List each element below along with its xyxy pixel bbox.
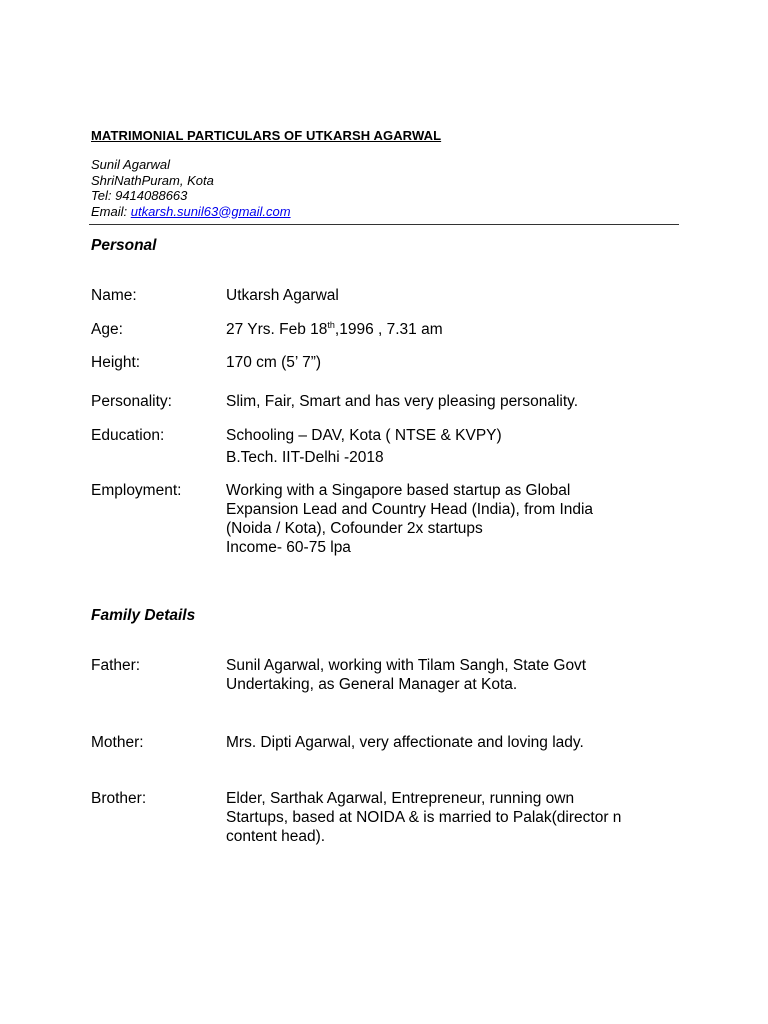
father-line: Undertaking, as General Manager at Kota. bbox=[226, 676, 518, 693]
age-value-superscript: th bbox=[327, 320, 335, 330]
employment-value bbox=[226, 481, 686, 557]
contact-email-line bbox=[91, 204, 291, 220]
contact-email-link[interactable]: utkarsh.sunil63@gmail.com bbox=[130, 203, 291, 219]
height-label: Height: bbox=[91, 354, 141, 371]
header-divider bbox=[89, 224, 679, 225]
name-label: Name: bbox=[91, 287, 137, 304]
age-value bbox=[226, 320, 686, 339]
education-line: B.Tech. IIT-Delhi -2018 bbox=[226, 449, 384, 466]
father-label: Father: bbox=[91, 657, 141, 674]
contact-address: ShriNathPuram, Kota bbox=[91, 172, 214, 188]
contact-tel: Tel: 9414088663 bbox=[91, 188, 188, 203]
personality-value: Slim, Fair, Smart and has very pleasing personality. bbox=[226, 393, 579, 410]
father-line: Sunil Agarwal, working with Tilam Sangh, State Govt bbox=[226, 657, 587, 674]
brother-line: Startups, based at NOIDA & is married to Palak(director n bbox=[226, 809, 622, 826]
age-value-main: 27 Yrs. Feb 18 bbox=[226, 321, 328, 338]
age-value-rest: ,1996 , 7.31 am bbox=[334, 321, 443, 338]
mother-line: Mrs. Dipti Agarwal, very affectionate and loving lady. bbox=[226, 734, 584, 751]
employment-line: (Noida / Kota), Cofounder 2x startups bbox=[226, 520, 483, 537]
father-value bbox=[226, 656, 686, 694]
height-value: 170 cm (5’ 7”) bbox=[226, 354, 322, 371]
employment-line: Expansion Lead and Country Head (India), from India bbox=[226, 501, 594, 518]
age-label: Age: bbox=[91, 321, 123, 338]
document-title: MATRIMONIAL PARTICULARS OF UTKARSH AGARWAL bbox=[91, 128, 442, 143]
education-line: Schooling – DAV, Kota ( NTSE & KVPY) bbox=[226, 427, 502, 444]
employment-label: Employment: bbox=[91, 482, 182, 499]
mother-label: Mother: bbox=[91, 734, 144, 751]
family-heading: Family Details bbox=[91, 607, 196, 624]
employment-line: Income- 60-75 lpa bbox=[226, 539, 351, 556]
contact-name: Sunil Agarwal bbox=[91, 157, 171, 172]
name-value: Utkarsh Agarwal bbox=[226, 287, 339, 304]
brother-line: Elder, Sarthak Agarwal, Entrepreneur, running own bbox=[226, 790, 575, 807]
mother-value bbox=[226, 733, 686, 752]
contact-block bbox=[91, 157, 291, 219]
contact-email-label: Email: bbox=[91, 203, 131, 219]
employment-line: Working with a Singapore based startup as Global bbox=[226, 482, 571, 499]
personal-heading: Personal bbox=[91, 237, 157, 254]
personality-label: Personality: bbox=[91, 393, 172, 410]
brother-label: Brother: bbox=[91, 790, 147, 807]
education-value bbox=[226, 426, 686, 467]
brother-value bbox=[226, 789, 686, 846]
education-label: Education: bbox=[91, 427, 165, 444]
brother-line: content head). bbox=[226, 828, 326, 845]
